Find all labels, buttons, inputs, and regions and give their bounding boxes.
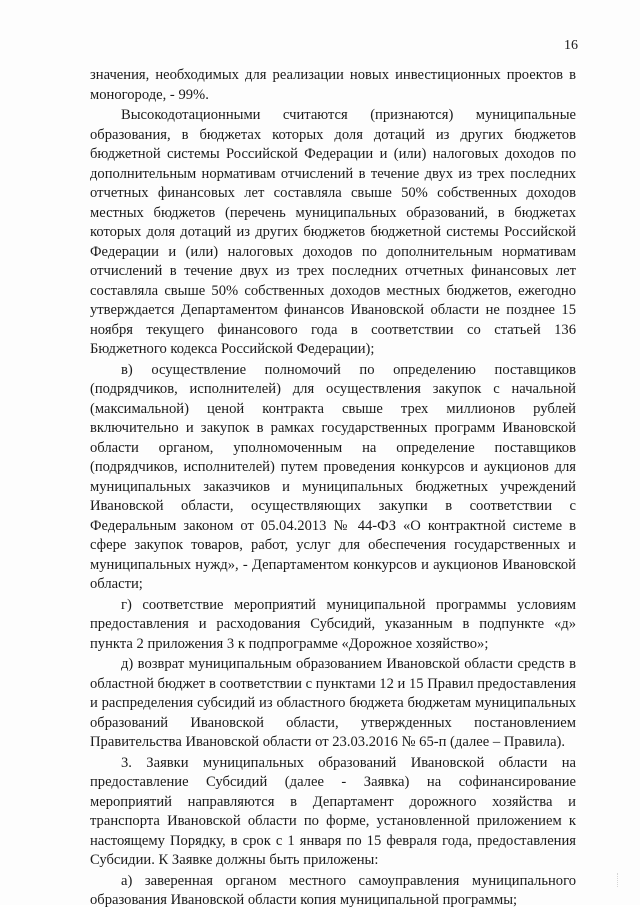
- paragraph-item-d: д) возврат муниципальным образованием Ивановской области средств в областной бюджет в соответствии с пунктами 12 и 15 Правил предоставления и распределения субсидий из областного бюджета бюджетам муниципальных образований Ивановской области, утвержденных постановлением Правительства Ивановской области от 23.03.2016 № 65-п (далее – Правила).: [90, 656, 576, 750]
- paragraph-continuation: значения, необходимых для реализации новых инвестиционных проектов в моногороде, - 99%.: [90, 67, 576, 103]
- paragraph-section-3: 3. Заявки муниципальных образований Ивановской области на предоставление Субсидий (далее - Заявка) на софинансирование мероприятий направляются в Департамент дорожного хозяйства и транспорта Ивановской области по форме, установленной приложением к настоящему Порядку, в срок с 1 января по 15 февраля года, предоставления Субсидии. К Заявке должны быть приложены:: [90, 754, 576, 868]
- paragraph-highly-subsidized-definition: Высокодотационными считаются (признаются) муниципальные образования, в бюджетах которых доля дотаций из других бюджетов бюджетной системы Российской Федерации и (или) налоговых доходов по дополнительным нормативам отчислений в течение двух из трех последних отчетных финансовых лет составляла свыше 50% собственных доходов местных бюджетов (перечень муниципальных образований, в бюджетах которых доля дотаций из других бюджетов бюджетной системы Российской Федерации и (или) налоговых доходов по дополнительным нормативам отчислений в течение двух из трех последних отчетных финансовых лет составляла свыше 50% собственных доходов местных бюджетов, ежегодно утверждается Департаментом финансов Ивановской области не позднее 15 ноября текущего финансового года в соответствии со статьей 136 Бюджетного кодекса Российской Федерации);: [90, 107, 576, 357]
- paragraph-item-g: г) соответствие мероприятий муниципальной программы условиям предоставления и расходования Субсидий, указанным в подпункте «д» пункта 2 приложения 3 к подпрограмме «Дорожное хозяйство»;: [90, 596, 576, 652]
- page-number: 16: [564, 38, 578, 53]
- document-body: [90, 66, 576, 911]
- paragraph-item-a: а) заверенная органом местного самоуправления муниципального образования Ивановской области копия муниципальной программы;: [90, 872, 576, 908]
- paragraph-item-v: в) осуществление полномочий по определению поставщиков (подрядчиков, исполнителей) для осуществления закупок с начальной (максимальной) ценой контракта свыше трех миллионов рублей включительно и закупок в рамках государственных программ Ивановской области органом, уполномоченным на определение поставщиков (подрядчиков, исполнителей) путем проведения конкурсов и аукционов для муниципальных заказчиков и муниципальных бюджетных учреждений Ивановской области, осуществляющих закупки в соответствии с Федеральным законом от 05.04.2013 № 44-ФЗ «О контрактной системе в сфере закупок товаров, работ, услуг для обеспечения государственных и муниципальных нужд», - Департаментом конкурсов и аукционов Ивановской области;: [90, 361, 576, 592]
- scan-artifact: [607, 873, 618, 887]
